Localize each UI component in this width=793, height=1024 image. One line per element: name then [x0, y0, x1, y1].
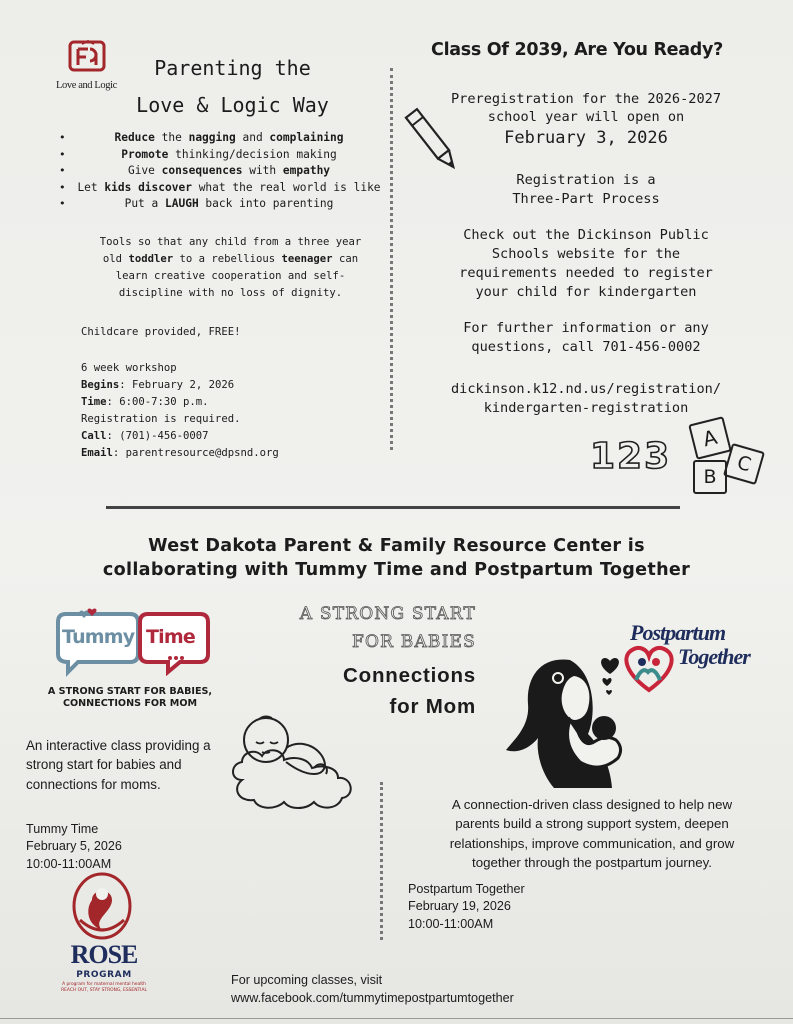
- registration-process-text: Registration is a Three-Part Process: [512, 172, 660, 207]
- rose-emblem-icon: [70, 870, 134, 942]
- preregistration-text: Preregistration for the 2026-2027 school year will open on February 3, 2026: [428, 90, 744, 150]
- list-item: • Give consequences with empathy: [74, 163, 384, 180]
- tummy-time-name: Tummy Time: [26, 822, 99, 836]
- postpartum-word: Postpartum: [630, 620, 726, 645]
- check-out-website-text: Check out the Dickinson Public Schools website for the requirements needed to register your child for kindergarten: [459, 227, 713, 300]
- childcare-note: Childcare provided, FREE!: [81, 326, 241, 338]
- strong-start-stencil: A STRONG START FOR BABIES: [299, 604, 476, 652]
- time-word: Time: [146, 626, 195, 648]
- rose-tagline: A program for maternal mental health REACH OUT, STAY STRONG, ESSENTIAL: [61, 982, 147, 993]
- postpartum-description: A connection-driven class designed to help new parents build a strong support system, deepen relationships, improve communication, and grow together through the postpartum journey.: [449, 797, 735, 870]
- postpartum-together-logo: [620, 620, 770, 700]
- footer-visit-text: [231, 972, 514, 1008]
- class-2039-heading: Class Of 2039, Are You Ready?: [431, 40, 723, 60]
- postpartum-schedule: [408, 881, 525, 933]
- connections-for-mom: Connections for Mom: [343, 664, 476, 718]
- tummy-time-date: February 5, 2026: [26, 839, 122, 854]
- block-a: A: [688, 416, 732, 460]
- workshop-begins: Begins: February 2, 2026: [81, 379, 235, 391]
- love-and-logic-logo: [56, 40, 118, 92]
- postpartum-date: February 19, 2026: [408, 899, 511, 914]
- workshop-length: 6 week workshop: [81, 362, 177, 374]
- tummy-time-tagline: A STRONG START FOR BABIES, CONNECTIONS FOR MOM: [47, 686, 213, 709]
- list-item: • Put a LAUGH back into parenting: [74, 196, 384, 213]
- footer-line1: For upcoming classes, visit: [231, 973, 383, 987]
- section-divider: [106, 506, 680, 509]
- postpartum-time: 10:00-11:00AM: [408, 916, 494, 931]
- block-b: B: [693, 460, 727, 494]
- block-c: C: [723, 443, 765, 485]
- love-and-logic-logo-text: Love and Logic: [56, 80, 117, 91]
- sleeping-baby-cloud-icon: [228, 706, 360, 812]
- rose-program-label: PROGRAM: [76, 970, 132, 980]
- workshop-registration: Registration is required.: [81, 413, 241, 425]
- workshop-details: [81, 360, 279, 462]
- further-information-text: For further information or any questions, call 701-456-0002: [463, 320, 709, 355]
- rose-program-logo: [52, 870, 156, 1004]
- tummy-time-schedule: [26, 821, 122, 873]
- tummy-time-logo: [52, 608, 212, 682]
- tummy-word: Tummy: [62, 626, 135, 648]
- bottom-column-divider: [380, 782, 383, 940]
- numbers-123: 123: [590, 436, 672, 477]
- facebook-link[interactable]: www.facebook.com/tummytimepostpartumtogether: [231, 990, 514, 1005]
- love-logic-title-line1: Parenting the: [154, 56, 311, 80]
- preregistration-date: February 3, 2026: [504, 128, 668, 148]
- list-item: • Promote thinking/decision making: [74, 147, 384, 164]
- top-column-divider: [390, 68, 393, 450]
- rose-name: ROSE: [70, 940, 138, 969]
- list-item: • Let kids discover what the real world is like: [74, 180, 384, 197]
- workshop-call: Call: (701)-456-0007: [81, 430, 209, 442]
- workshop-email: Email: parentresource@dpsnd.org: [81, 447, 279, 459]
- page-bottom-edge: [0, 1018, 793, 1019]
- tummy-time-description: An interactive class providing a strong start for babies and connections for moms.: [26, 738, 211, 792]
- together-word: Together: [678, 644, 750, 669]
- love-logic-tools-paragraph: Tools so that any child from a three year old toddler to a rebellious teenager can learn creative cooperation and self-discipline with no loss of dignity.: [99, 236, 362, 299]
- love-and-logic-emblem-icon: [56, 40, 118, 78]
- workshop-time: Time: 6:00-7:30 p.m.: [81, 396, 209, 408]
- love-logic-bullet-list: [74, 130, 384, 213]
- tummy-time-time: 10:00-11:00AM: [26, 856, 112, 871]
- list-item: • Reduce the nagging and complaining: [74, 130, 384, 147]
- collaboration-heading: West Dakota Parent & Family Resource Center is collaborating with Tummy Time and Postpartum Together: [102, 536, 691, 580]
- registration-url[interactable]: dickinson.k12.nd.us/registration/ kindergarten-registration: [450, 381, 722, 416]
- love-logic-title-line2: Love & Logic Way: [136, 93, 329, 117]
- mother-and-baby-illustration: [500, 654, 632, 794]
- love-logic-title: [120, 50, 345, 124]
- postpartum-name: Postpartum Together: [408, 882, 525, 896]
